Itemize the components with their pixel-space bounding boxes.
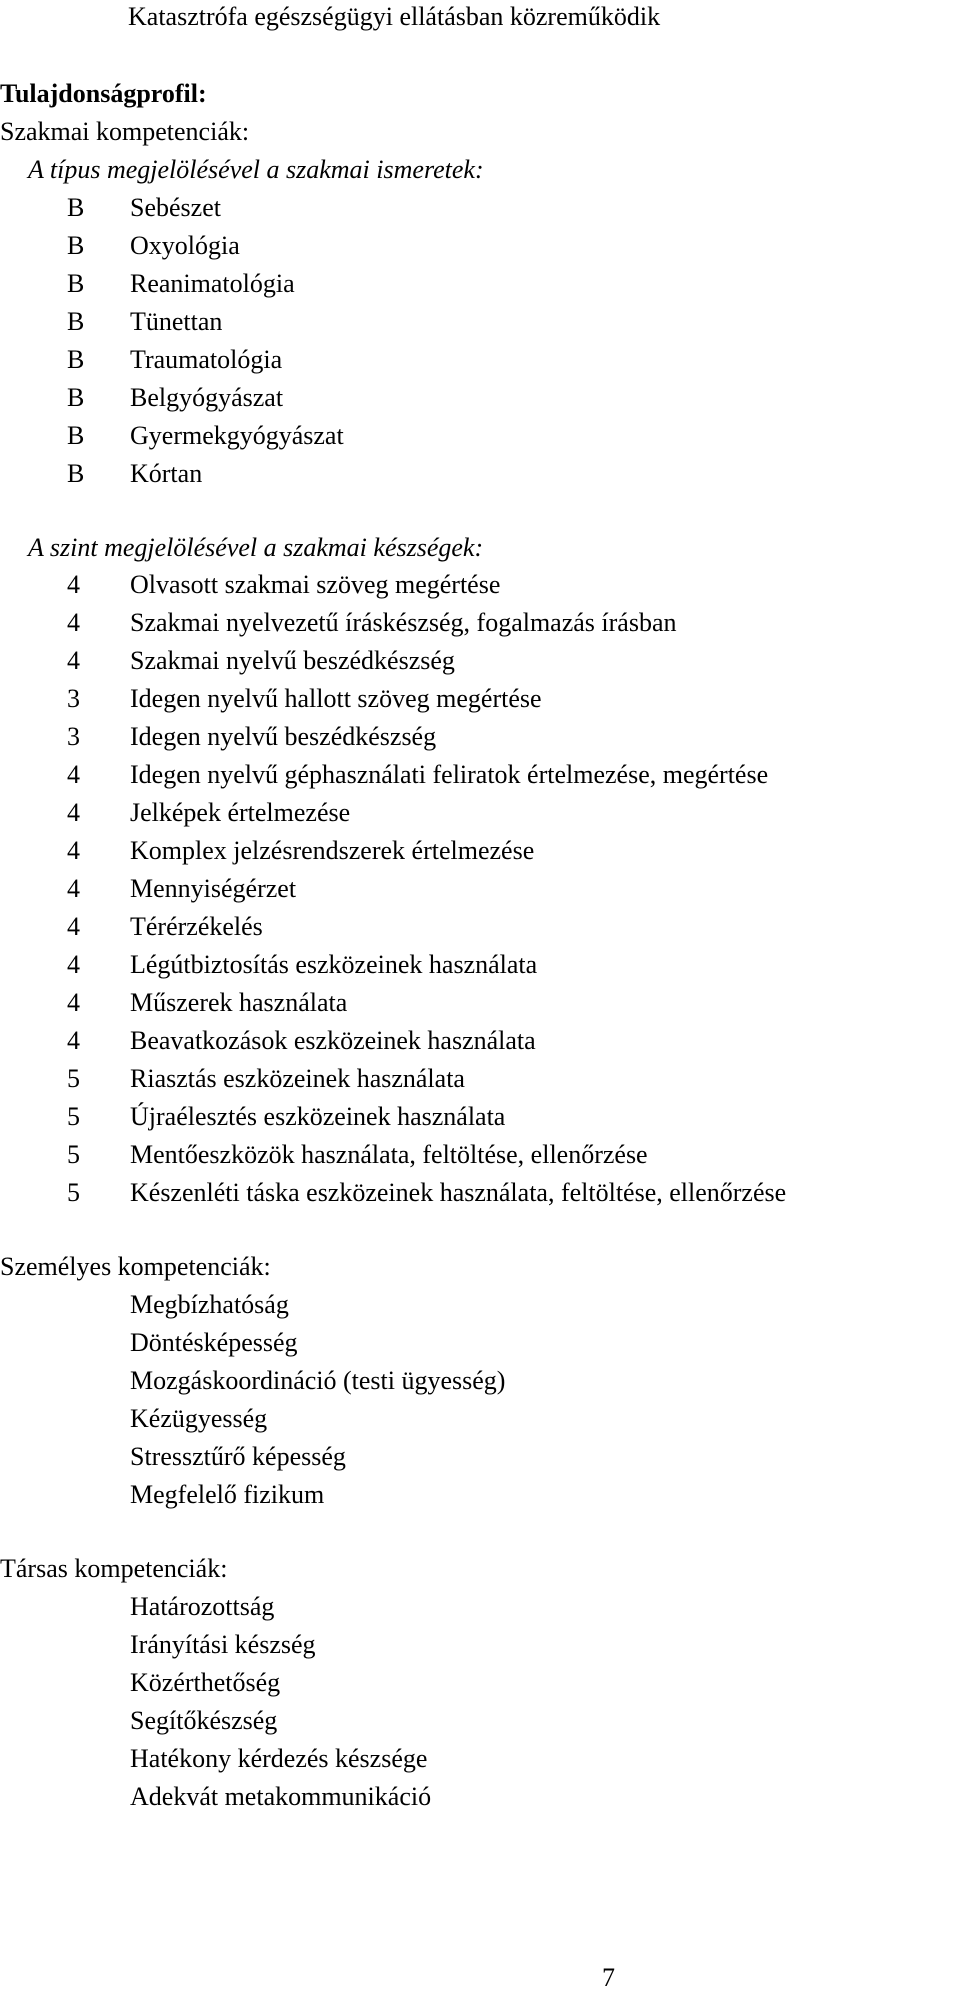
skill-label: Szakmai nyelvezetű íráskészség, fogalmazás írásban (130, 608, 677, 637)
skill-level: 4 (67, 988, 80, 1017)
personal-competencies-heading: Személyes kompetenciák: (0, 1252, 271, 1281)
skill-level: 3 (67, 684, 80, 713)
skill-label: Légútbiztosítás eszközeinek használata (130, 950, 538, 979)
skill-label: Komplex jelzésrendszerek értelmezése (130, 836, 535, 865)
skill-label: Műszerek használata (130, 988, 348, 1017)
knowledge-label: Reanimatológia (130, 269, 295, 298)
skill-level: 4 (67, 608, 80, 637)
social-competencies-heading: Társas kompetenciák: (0, 1554, 228, 1583)
personal-item: Stressztűrő képesség (130, 1442, 346, 1471)
skill-label: Idegen nyelvű géphasználati feliratok értelmezése, megértése (130, 760, 769, 789)
knowledge-code: B (67, 421, 85, 450)
personal-item: Megfelelő fizikum (130, 1480, 325, 1509)
knowledge-label: Tünettan (130, 307, 223, 336)
knowledge-code: B (67, 269, 85, 298)
knowledge-label: Kórtan (130, 459, 203, 488)
skill-level: 4 (67, 760, 80, 789)
knowledge-code: B (67, 231, 85, 260)
social-item: Közérthetőség (130, 1668, 281, 1697)
skill-level: 4 (67, 798, 80, 827)
profile-heading: Tulajdonságprofil: (0, 79, 207, 108)
skill-level: 4 (67, 570, 80, 599)
skill-label: Idegen nyelvű beszédkészség (130, 722, 437, 751)
professional-competencies-heading: Szakmai kompetenciák: (0, 117, 250, 146)
skill-level: 4 (67, 1026, 80, 1055)
knowledge-label: Belgyógyászat (130, 383, 284, 412)
skill-level: 5 (67, 1064, 80, 1093)
skill-label: Olvasott szakmai szöveg megértése (130, 570, 501, 599)
page-number: 7 (602, 1963, 615, 1992)
personal-item: Megbízhatóság (130, 1290, 289, 1319)
social-item: Adekvát metakommunikáció (130, 1782, 432, 1811)
skill-level: 4 (67, 950, 80, 979)
social-item: Irányítási készség (130, 1630, 316, 1659)
document-title: Katasztrófa egészségügyi ellátásban közreműködik (128, 2, 661, 31)
social-item: Határozottság (130, 1592, 275, 1621)
skill-label: Készenléti táska eszközeinek használata, feltöltése, ellenőrzése (130, 1178, 787, 1207)
personal-item: Mozgáskoordináció (testi ügyesség) (130, 1366, 506, 1395)
personal-item: Kézügyesség (130, 1404, 268, 1433)
skill-label: Újraélesztés eszközeinek használata (130, 1102, 506, 1131)
skill-level: 4 (67, 874, 80, 903)
knowledge-code: B (67, 345, 85, 374)
skill-label: Riasztás eszközeinek használata (130, 1064, 465, 1093)
knowledge-label: Gyermekgyógyászat (130, 421, 344, 450)
skill-label: Térérzékelés (130, 912, 263, 941)
skill-label: Jelképek értelmezése (130, 798, 351, 827)
skill-level: 4 (67, 912, 80, 941)
skill-label: Szakmai nyelvű beszédkészség (130, 646, 455, 675)
knowledge-heading: A típus megjelölésével a szakmai ismeretek: (28, 155, 484, 184)
skill-level: 4 (67, 646, 80, 675)
knowledge-code: B (67, 383, 85, 412)
knowledge-code: B (67, 307, 85, 336)
skill-label: Beavatkozások eszközeinek használata (130, 1026, 536, 1055)
knowledge-code: B (67, 193, 85, 222)
knowledge-label: Sebészet (130, 193, 221, 222)
skills-heading: A szint megjelölésével a szakmai készségek: (28, 533, 484, 562)
knowledge-label: Traumatológia (130, 345, 283, 374)
knowledge-label: Oxyológia (130, 231, 240, 260)
knowledge-code: B (67, 459, 85, 488)
skill-level: 5 (67, 1178, 80, 1207)
personal-item: Döntésképesség (130, 1328, 298, 1357)
skill-level: 3 (67, 722, 80, 751)
skill-label: Mentőeszközök használata, feltöltése, ellenőrzése (130, 1140, 648, 1169)
social-item: Segítőkészség (130, 1706, 278, 1735)
skill-label: Mennyiségérzet (130, 874, 297, 903)
skill-label: Idegen nyelvű hallott szöveg megértése (130, 684, 542, 713)
social-item: Hatékony kérdezés készsége (130, 1744, 428, 1773)
skill-level: 5 (67, 1140, 80, 1169)
skill-level: 4 (67, 836, 80, 865)
skill-level: 5 (67, 1102, 80, 1131)
